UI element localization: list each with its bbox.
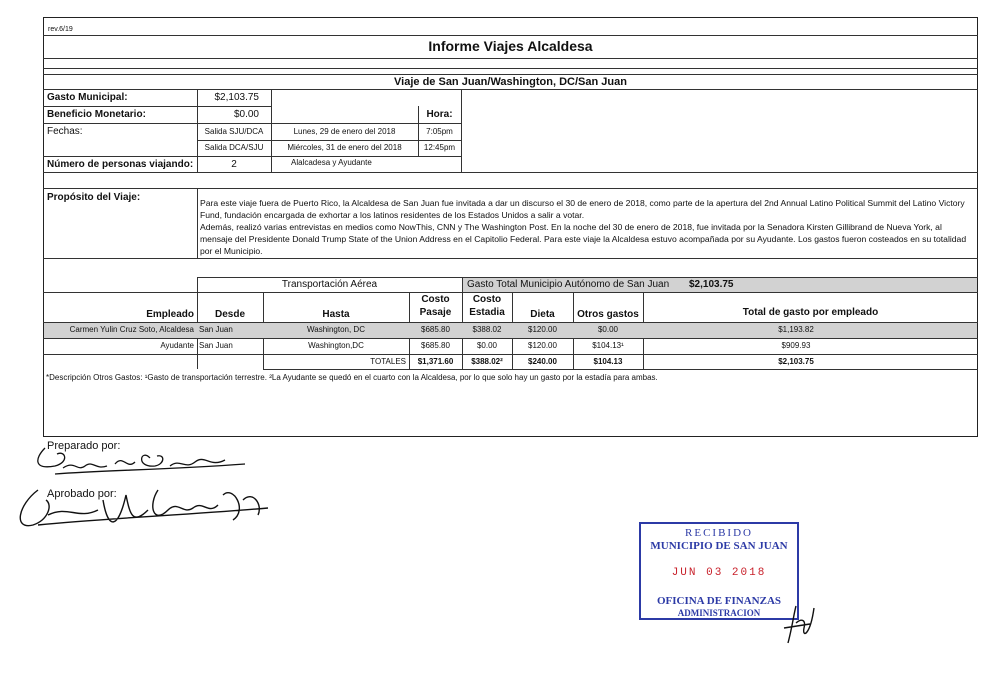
rule xyxy=(43,89,978,90)
row-desde: San Juan xyxy=(199,341,233,350)
row-hasta: Washington,DC xyxy=(308,341,364,350)
salida1-date: Lunes, 29 de enero del 2018 xyxy=(293,127,396,136)
col-dieta: Dieta xyxy=(530,309,555,320)
totals-pasaje: $1,371.60 xyxy=(417,357,454,366)
rule xyxy=(43,58,978,59)
row-hasta: Washington, DC xyxy=(307,325,365,334)
row-pasaje: $685.80 xyxy=(421,341,450,350)
col-costo-estadia-2: Estadia xyxy=(469,307,505,318)
page-title: Informe Viajes Alcaldesa xyxy=(428,38,593,54)
hora-label: Hora: xyxy=(426,109,453,120)
totals-estadia: $388.02² xyxy=(471,357,503,366)
gasto-municipal-value: $2,103.75 xyxy=(214,92,259,103)
purpose-label: Propósito del Viaje: xyxy=(47,192,141,203)
totals-label: TOTALES xyxy=(370,357,406,366)
rule xyxy=(263,369,978,370)
rule xyxy=(43,68,978,69)
total-header-label: Gasto Total Municipio Autónomo de San Juan xyxy=(467,279,670,290)
totals-otros: $104.13 xyxy=(593,357,623,366)
col-empleado: Empleado xyxy=(146,309,194,320)
row-estadia: $388.02 xyxy=(472,325,502,334)
rule xyxy=(197,188,198,258)
beneficio-value: $0.00 xyxy=(233,109,259,120)
totals-total: $2,103.75 xyxy=(778,357,814,366)
rule xyxy=(461,89,462,172)
salida2-time: 12:45pm xyxy=(423,143,456,152)
received-stamp xyxy=(639,522,799,620)
personas-label: Número de personas viajando: xyxy=(47,159,194,170)
total-header-value: $2,103.75 xyxy=(689,279,734,290)
row-pasaje: $685.80 xyxy=(421,325,450,334)
row-total: $1,193.82 xyxy=(778,325,814,334)
purpose-paragraph: Para este viaje fuera de Puerto Rico, la Alcaldesa de San Juan fue invitada a dar un discurso el 30 de enero de 2018, como parte de la apertura del 2nd Annual Latino Political Summit del Latino Victory Fund, fundación encargada de exhortar a los latinos residentes de los Estados Unidos a salir a votar. Además, realizó varias entrevistas en medios como NowThis, CNN y The Washington Post. En la noche del 30 de enero de 2018, fue invitada por la Senadora Kirsten Gillibrand de Nueva York, al mensaje del Presidente Donald Trump State of the Union Address en el Capitolio Federal. Para este viaje la Alcaldesa estuvo acompañada por su Ayudante. Los gastos fueron costeados en su totalidad por el Municipio. xyxy=(200,198,967,256)
row-empleado: Carmen Yulin Cruz Soto, Alcaldesa xyxy=(69,325,194,334)
col-total: Total de gasto por empleado xyxy=(742,307,879,318)
row-total: $909.93 xyxy=(781,341,811,350)
col-desde: Desde xyxy=(214,309,245,320)
fechas-label: Fechas: xyxy=(47,126,83,137)
row-dieta: $120.00 xyxy=(528,341,557,350)
stamp-date: JUN 03 2018 xyxy=(671,567,767,579)
stamp-line4: ADMINISTRACION xyxy=(677,608,761,618)
stamp-line1: RECIBIDO xyxy=(685,527,753,539)
personas-value: 2 xyxy=(231,159,237,170)
stamp-initials xyxy=(780,598,820,648)
approver-signature xyxy=(8,470,288,550)
rule xyxy=(43,172,978,173)
col-costo-estadia-1: Costo xyxy=(472,294,502,305)
rule xyxy=(43,258,978,259)
row-estadia: $0.00 xyxy=(476,341,498,350)
purpose-text xyxy=(200,197,970,257)
row-otros: $0.00 xyxy=(597,325,619,334)
col-costo-pasaje-1: Costo xyxy=(421,294,450,305)
preparado-label: Preparado por: xyxy=(47,440,121,452)
row-otros: $104.13¹ xyxy=(592,341,624,350)
aprobado-label: Aprobado por: xyxy=(47,488,117,500)
rule xyxy=(43,292,978,293)
row-empleado: Ayudante xyxy=(160,341,194,350)
gasto-municipal-label: Gasto Municipal: xyxy=(47,92,128,103)
rule xyxy=(197,140,461,141)
row-dieta: $120.00 xyxy=(528,325,557,334)
beneficio-label: Beneficio Monetario: xyxy=(47,109,146,120)
rule xyxy=(43,354,978,355)
revision-label: rev.6/19 xyxy=(48,26,73,33)
rule xyxy=(43,338,978,339)
trip-heading: Viaje de San Juan/Washington, DC/San Juan xyxy=(394,76,627,88)
stamp-line3: OFICINA DE FINANZAS xyxy=(656,595,782,607)
salida1-time: 7:05pm xyxy=(426,127,453,136)
row-desde: San Juan xyxy=(199,325,233,334)
footnote: *Descripción Otros Gastos: ¹Gasto de transportación terrestre. ²La Ayudante se quedó en el cuarto con la Alcaldesa, por lo que solo hay un gasto por la estadía para ambas. xyxy=(46,373,658,382)
salida2-date: Miércoles, 31 de enero del 2018 xyxy=(287,143,402,152)
col-hasta: Hasta xyxy=(322,309,350,320)
rule xyxy=(43,35,978,36)
transport-header: Transportación Aérea xyxy=(281,279,378,290)
rule xyxy=(43,123,461,124)
salida1-label: Salida SJU/DCA xyxy=(204,127,264,136)
rule xyxy=(43,156,461,157)
personas-desc: Alalcadesa y Ayudante xyxy=(291,158,372,167)
col-otros: Otros gastos xyxy=(577,309,639,320)
rule xyxy=(43,74,978,75)
col-costo-pasaje-2: Pasaje xyxy=(419,307,452,318)
stamp-line2: MUNICIPIO DE SAN JUAN xyxy=(650,540,788,552)
salida2-label: Salida DCA/SJU xyxy=(204,143,264,152)
rule xyxy=(43,106,271,107)
totals-dieta: $240.00 xyxy=(528,357,557,366)
rule xyxy=(43,188,978,189)
